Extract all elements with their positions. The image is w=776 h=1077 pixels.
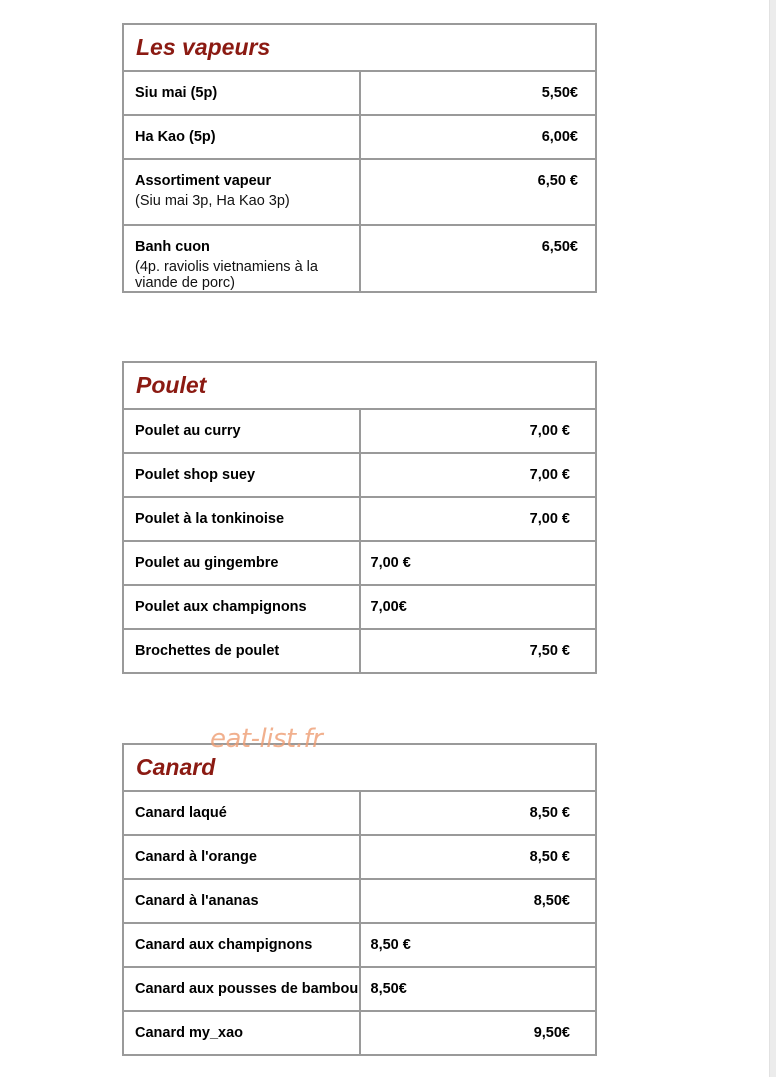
item-price: 7,00 € (360, 497, 597, 541)
item-name-cell (123, 115, 360, 159)
item-price: 8,50 € (360, 791, 597, 835)
item-name: Poulet aux champignons (135, 599, 307, 615)
menu-section-vapeurs (122, 23, 597, 293)
item-price: 7,50 € (360, 629, 597, 673)
menu-item-row (123, 159, 596, 225)
menu-item-row (123, 835, 596, 879)
item-name: Ha Kao (5p) (135, 129, 216, 145)
item-name-cell (123, 541, 360, 585)
menu-item-row (123, 629, 596, 673)
menu-item-row (123, 71, 596, 115)
menu-item-row (123, 585, 596, 629)
section-title: Canard (123, 744, 596, 791)
menu-item-row (123, 225, 596, 292)
item-name-cell (123, 585, 360, 629)
item-name-cell (123, 835, 360, 879)
item-price: 8,50 € (360, 923, 597, 967)
item-name-cell (123, 409, 360, 453)
watermark: eat-list.fr (210, 724, 323, 754)
item-name-cell (123, 159, 360, 225)
item-price: 7,00 € (360, 409, 597, 453)
menu-item-row (123, 541, 596, 585)
item-price: 8,50€ (360, 879, 597, 923)
menu-item-row (123, 453, 596, 497)
item-name: Canard laqué (135, 805, 227, 821)
item-name: Siu mai (5p) (135, 85, 218, 101)
item-name: Poulet à la tonkinoise (135, 511, 285, 527)
item-price: 8,50€ (360, 967, 597, 1011)
item-name: Canard à l'ananas (135, 893, 259, 909)
item-name: Poulet au gingembre (135, 555, 279, 571)
item-name: Assortiment vapeur (135, 173, 272, 189)
item-name-cell (123, 879, 360, 923)
menu-item-row (123, 967, 596, 1011)
section-header-row (123, 362, 596, 409)
scrollbar-track[interactable] (769, 0, 776, 1077)
item-name-cell (123, 453, 360, 497)
menu-section-poulet (122, 361, 597, 674)
item-price: 9,50€ (360, 1011, 597, 1055)
item-name: Brochettes de poulet (135, 643, 280, 659)
menu-item-row (123, 497, 596, 541)
item-price: 5,50€ (360, 71, 597, 115)
item-price: 8,50 € (360, 835, 597, 879)
item-price: 6,00€ (360, 115, 597, 159)
item-description: (4p. raviolis vietnamiens à la viande de porc) (135, 259, 318, 291)
menu-item-row (123, 1011, 596, 1055)
item-name-cell (123, 923, 360, 967)
item-name: Canard aux champignons (135, 937, 313, 953)
menu-item-row (123, 409, 596, 453)
menu-item-row (123, 791, 596, 835)
menu-section-canard (122, 743, 597, 1056)
item-name: Banh cuon (135, 239, 210, 255)
item-name-cell (123, 225, 360, 292)
item-name-cell (123, 967, 360, 1011)
item-name: Canard my_xao (135, 1025, 243, 1041)
menu-item-row (123, 923, 596, 967)
item-name: Poulet shop suey (135, 467, 256, 483)
section-title: Poulet (123, 362, 596, 409)
item-name: Canard aux pousses de bambou (135, 981, 359, 997)
item-price: 6,50€ (360, 225, 597, 292)
section-header-row (123, 744, 596, 791)
item-price: 7,00 € (360, 453, 597, 497)
item-name-cell (123, 1011, 360, 1055)
item-price: 7,00 € (360, 541, 597, 585)
section-title: Les vapeurs (123, 24, 596, 71)
item-name-cell (123, 629, 360, 673)
item-name-cell (123, 497, 360, 541)
item-name-cell (123, 71, 360, 115)
item-name-cell (123, 791, 360, 835)
item-price: 6,50 € (360, 159, 597, 225)
menu-item-row (123, 879, 596, 923)
item-name: Poulet au curry (135, 423, 241, 439)
menu-item-row (123, 115, 596, 159)
section-header-row (123, 24, 596, 71)
item-description: (Siu mai 3p, Ha Kao 3p) (135, 193, 290, 209)
item-name: Canard à l'orange (135, 849, 257, 865)
item-price: 7,00€ (360, 585, 597, 629)
